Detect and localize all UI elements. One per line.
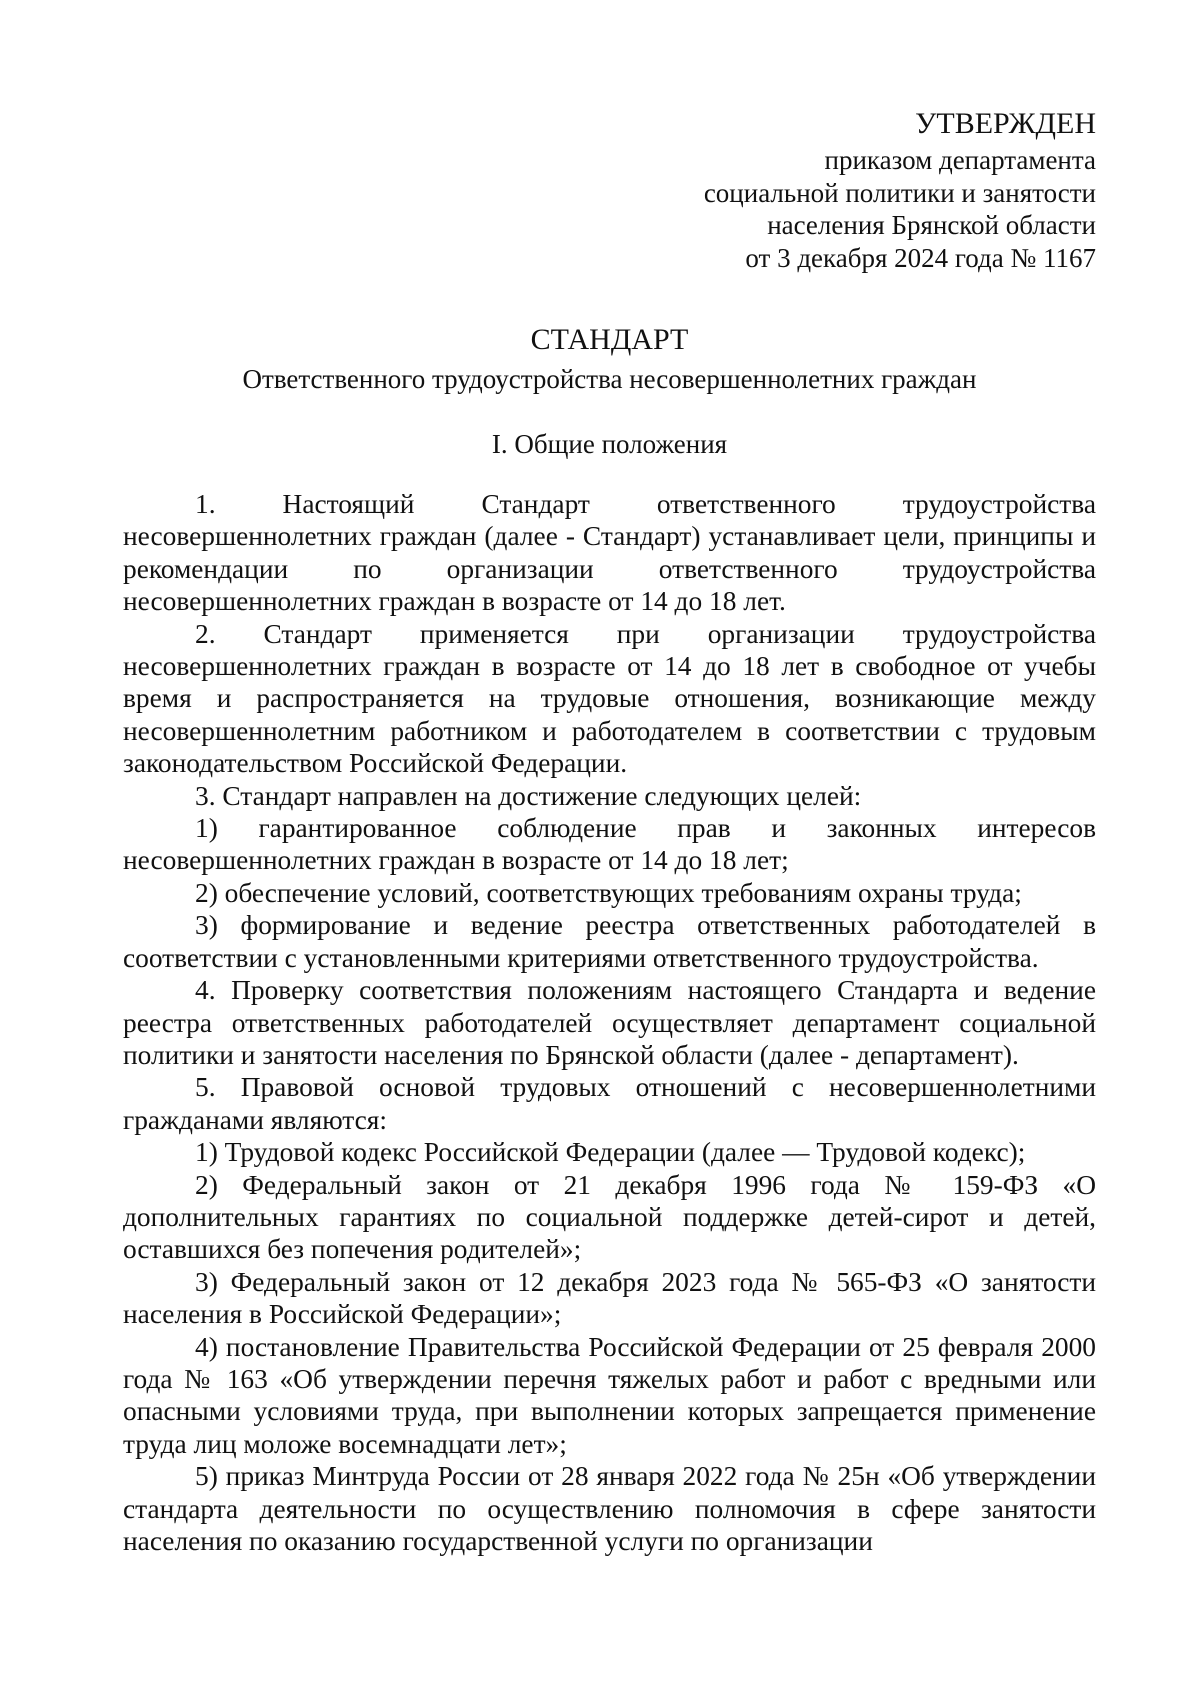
- paragraph: 5) приказ Минтруда России от 28 января 2022 года № 25н «Об утверждении стандарта деятельности по осуществлению полномочия в сфере занятости населения по оказанию государственной услуги по организации: [123, 1461, 1096, 1556]
- approval-line: от 3 декабря 2024 года № 1167: [745, 242, 1096, 273]
- paragraph: 1. Настоящий Стандарт ответственного трудоустройства несовершеннолетних граждан (далее - Стандарт) устанавливает цели, принципы и рекомендации по организации ответственного трудоустройства несовершеннолетних граждан в возрасте от 14 до 18 лет.: [123, 489, 1096, 617]
- paragraph: 4) постановление Правительства Российской Федерации от 25 февраля 2000 года № 163 «Об утверждении перечня тяжелых работ и работ с вредными или опасными условиями труда, при выполнении которых запрещается применение труда лиц моложе восемнадцати лет»;: [123, 1331, 1096, 1459]
- document-heading: [123, 322, 1096, 460]
- paragraph: 1) гарантированное соблюдение прав и законных интересов несовершеннолетних граждан в возрасте от 14 до 18 лет;: [123, 813, 1096, 876]
- approval-line: приказом департамента: [824, 145, 1096, 175]
- approval-line: социальной политики и занятости: [703, 177, 1096, 208]
- paragraph: 2) Федеральный закон от 21 декабря 1996 года № 159-ФЗ «О дополнительных гарантиях по социальной поддержке детей-сирот и детей, оставшихся без попечения родителей»;: [123, 1169, 1096, 1265]
- document-title: СТАНДАРТ: [530, 323, 689, 356]
- paragraph: 5. Правовой основой трудовых отношений с несовершеннолетними гражданами являются:: [123, 1072, 1096, 1135]
- document-subtitle: Ответственного трудоустройства несовершеннолетних граждан: [242, 364, 977, 394]
- paragraph: 4. Проверку соответствия положениям настоящего Стандарта и ведение реестра ответственных работодателей осуществляет департамент социальной политики и занятости населения по Брянской области (далее - департамент).: [123, 975, 1096, 1070]
- paragraph: 3) формирование и ведение реестра ответственных работодателей в соответствии с установленными критериями ответственного трудоустройства.: [123, 910, 1096, 973]
- paragraph: 3. Стандарт направлен на достижение следующих целей:: [195, 780, 862, 811]
- approval-title: УТВЕРЖДЕН: [915, 107, 1096, 140]
- paragraph: 2) обеспечение условий, соответствующих требованиям охраны труда;: [195, 877, 1022, 908]
- approval-stamp: [704, 106, 1096, 274]
- paragraph: 1) Трудовой кодекс Российской Федерации (далее — Трудовой кодекс);: [195, 1137, 1026, 1168]
- section-title: I. Общие положения: [491, 429, 728, 459]
- paragraph: 2. Стандарт применяется при организации трудоустройства несовершеннолетних граждан в возрасте от 14 до 18 лет в свободное от учебы время и распространяется на трудовые отношения, возникающие между несовершеннолетним работником и работодателем в соответствии с трудовым законодательством Российской Федерации.: [123, 618, 1096, 779]
- document-body: [123, 488, 1096, 1557]
- paragraph: 3) Федеральный закон от 12 декабря 2023 года № 565-ФЗ «О занятости населения в Российской Федерации»;: [123, 1266, 1096, 1330]
- approval-line: населения Брянской области: [767, 210, 1096, 240]
